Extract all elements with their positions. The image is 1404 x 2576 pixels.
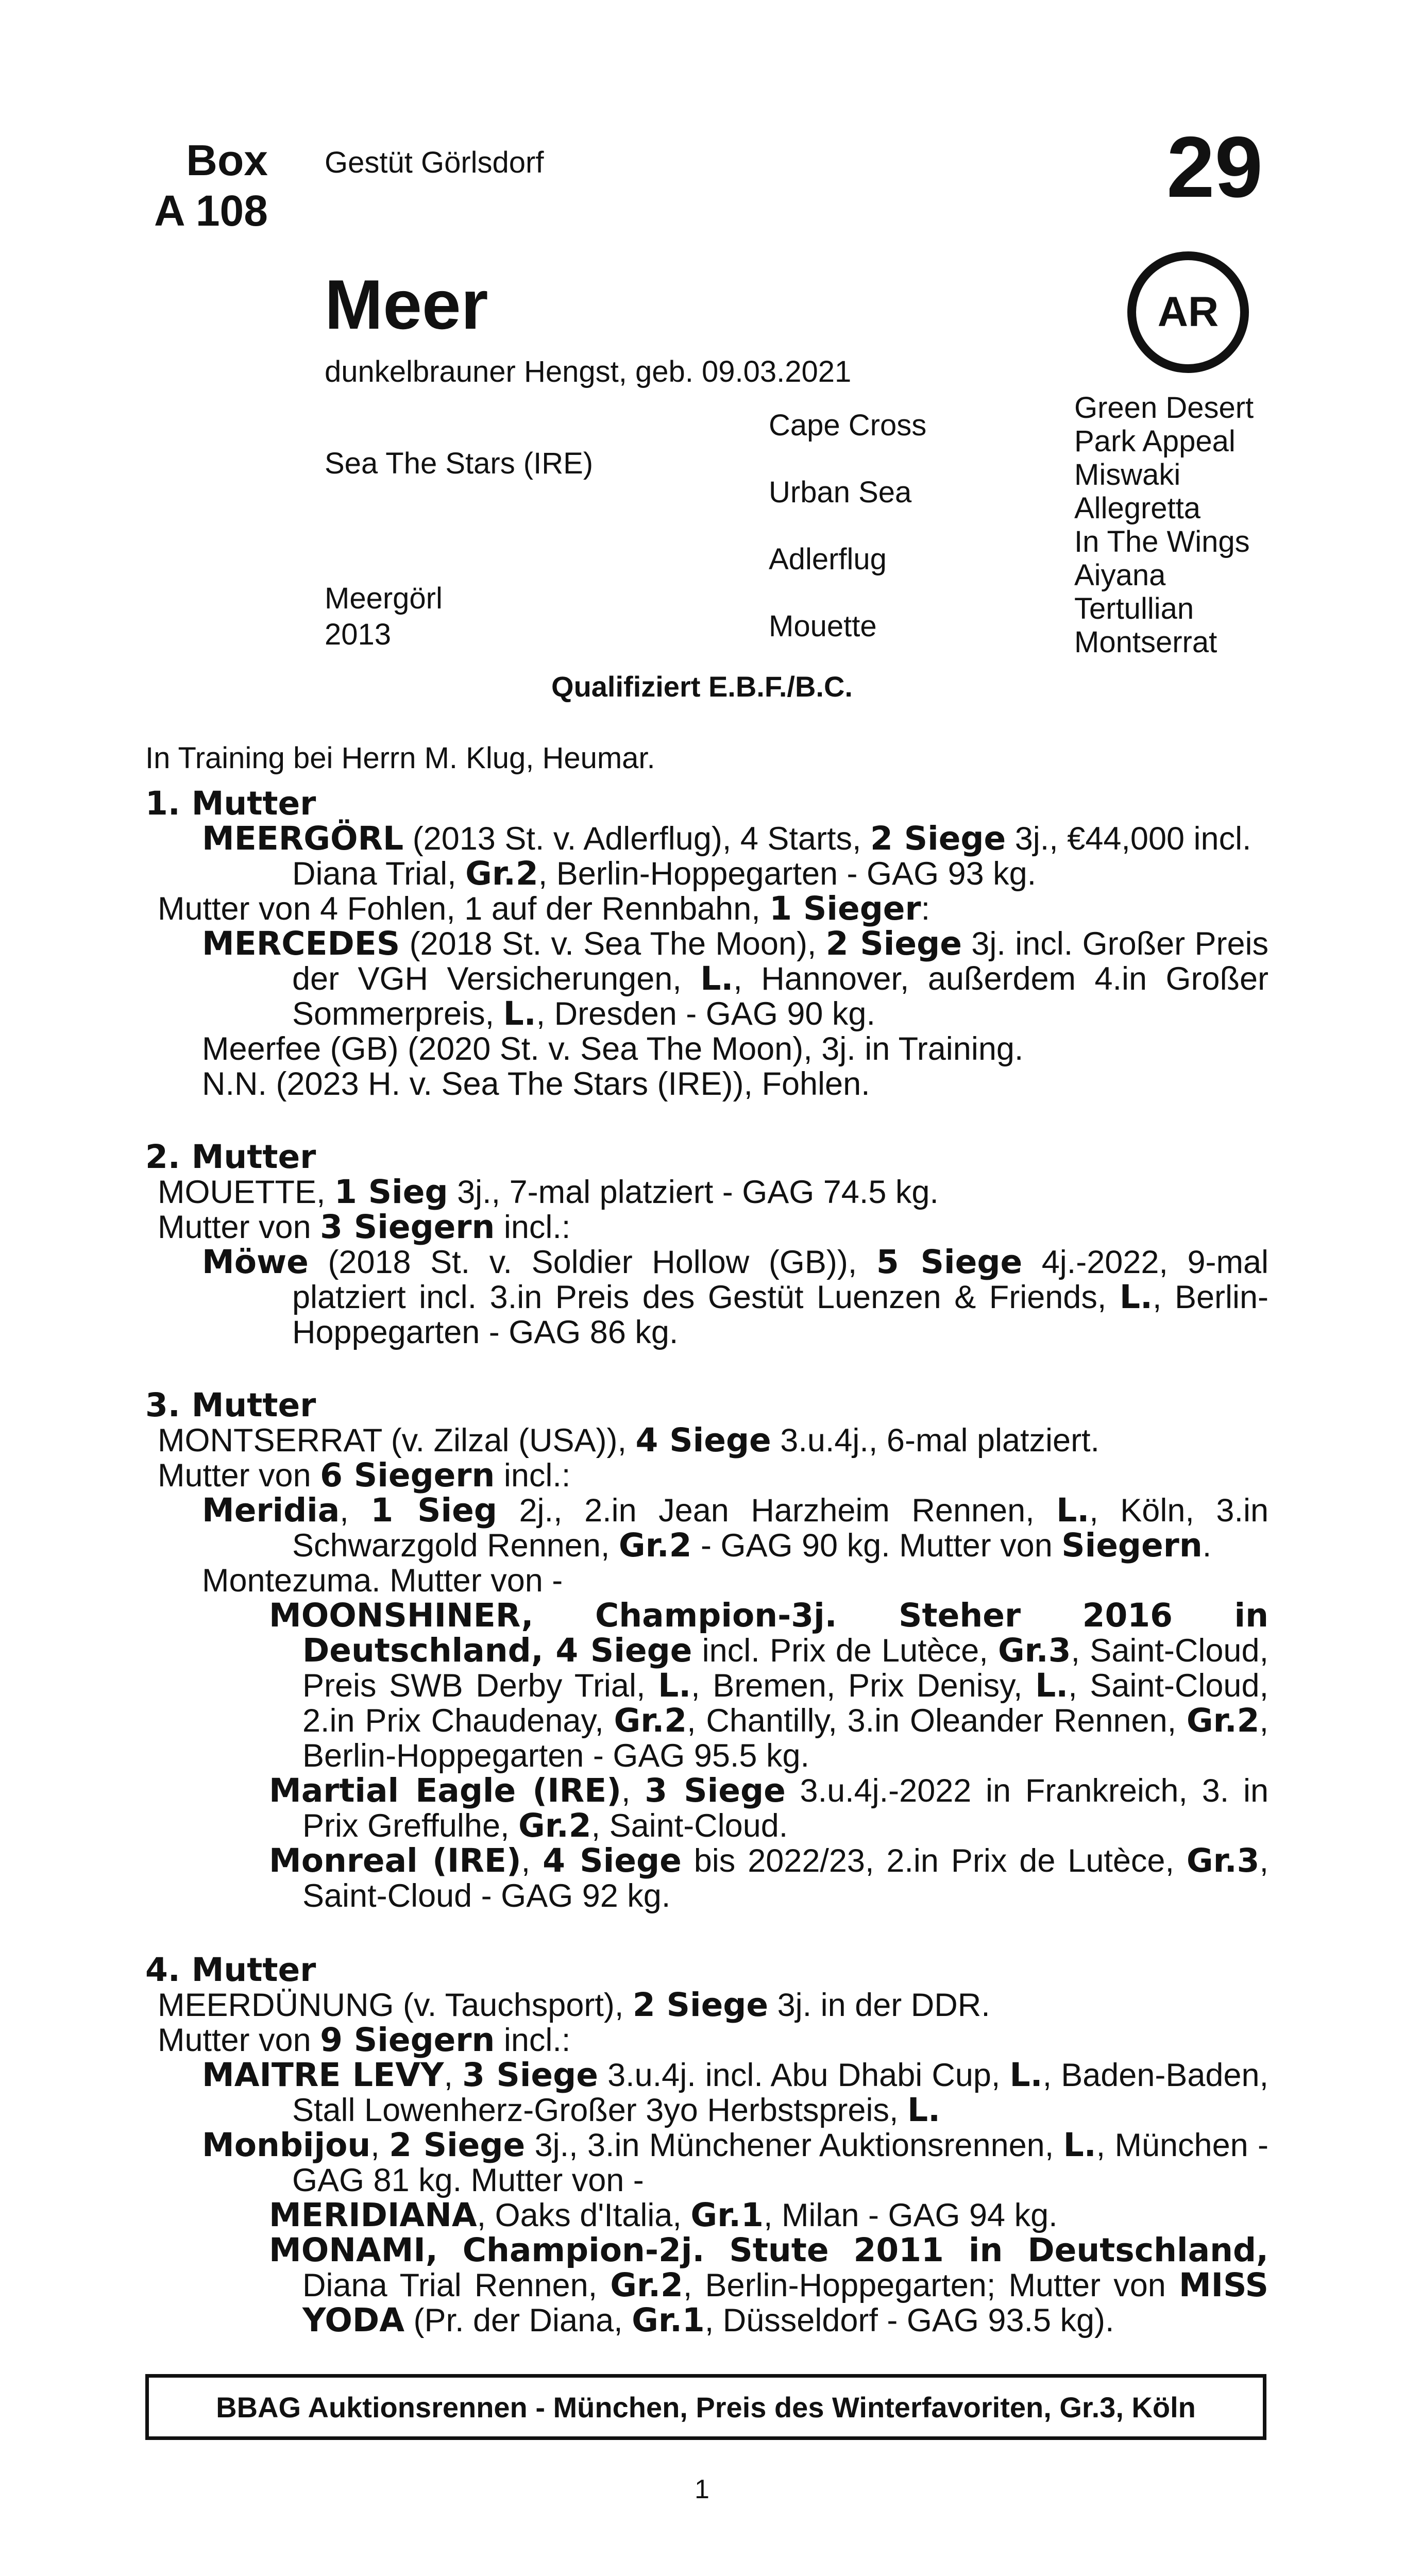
- pedigree-great-grandparent: Green Desert: [1074, 391, 1254, 425]
- engagements-text: BBAG Auktionsrennen - München, Preis des Winterfavoriten, Gr.3, Köln: [216, 2391, 1196, 2424]
- pedigree-sire: Sea The Stars (IRE): [325, 447, 594, 480]
- pedigree-great-grandparent: In The Wings: [1074, 525, 1250, 558]
- offspring-entry: Meridia, 1 Sieg 2j., 2.in Jean Harzheim Rennen, L., Köln, 3.in Schwarzgold Rennen, Gr.2 - GAG 90 kg. Mutter von Siegern.: [202, 1492, 1268, 1564]
- box-number: [139, 135, 268, 236]
- pedigree-great-grandparent: Allegretta: [1074, 492, 1201, 525]
- horse-description: dunkelbrauner Hengst, geb. 09.03.2021: [325, 355, 852, 388]
- pedigree-dam: Meergörl: [325, 582, 443, 615]
- produce-record: Mutter von 6 Siegern incl.:: [158, 1456, 571, 1494]
- grand-offspring-entry: Monreal (IRE), 4 Siege bis 2022/23, 2.in Prix de Lutèce, Gr.3, Saint-Cloud - GAG 92 kg.: [269, 1842, 1268, 1914]
- first-dam-section: [145, 786, 1268, 1101]
- horse-name: Meer: [325, 265, 488, 344]
- box-label: Box: [186, 136, 268, 184]
- second-dam-section: [145, 1140, 1268, 1350]
- pedigree-grandparent: Cape Cross: [769, 409, 927, 442]
- pedigree-grandparent: Adlerflug: [769, 543, 887, 576]
- pedigree-great-grandparent: Montserrat: [1074, 625, 1217, 659]
- offspring-entry: Montezuma. Mutter von -: [202, 1563, 563, 1599]
- pedigree-great-grandparent: Miswaki: [1074, 458, 1181, 492]
- offspring-entry: Möwe (2018 St. v. Soldier Hollow (GB)), 5 Siege 4j.-2022, 9-mal platziert incl. 3.in Preis des Gestüt Luenzen & Friends, L., Berlin-Hoppegarten - GAG 86 kg.: [202, 1243, 1269, 1350]
- offspring-entry: N.N. (2023 H. v. Sea The Stars (IRE)), Fohlen.: [202, 1066, 870, 1102]
- box-value: A 108: [154, 187, 268, 235]
- ar-badge: [1127, 251, 1249, 373]
- badge-label: AR: [1157, 289, 1219, 335]
- pedigree-great-grandparent: Aiyana: [1074, 558, 1166, 592]
- dam-record: MONTSERRAT (v. Zilzal (USA)), 4 Siege 3.u.4j., 6-mal platziert.: [158, 1421, 1100, 1459]
- pedigree-great-grandparent: Tertullian: [1074, 592, 1194, 625]
- pedigree-grandparent: Urban Sea: [769, 476, 912, 509]
- produce-record: Mutter von 9 Siegern incl.:: [158, 2021, 571, 2059]
- produce-record: Mutter von 4 Fohlen, 1 auf der Rennbahn, 1 Sieger:: [158, 890, 931, 927]
- offspring-entry: Meerfee (GB) (2020 St. v. Sea The Moon), 3j. in Training.: [202, 1031, 1024, 1067]
- page-number: 1: [695, 2475, 709, 2504]
- section-heading: 1. Mutter: [145, 785, 316, 822]
- grand-offspring-entry: MONAMI, Champion-2j. Stute 2011 in Deutschland, Diana Trial Rennen, Gr.2, Berlin-Hoppegarten; Mutter von MISS YODA (Pr. der Diana, Gr.1, Düsseldorf - GAG 93.5 kg).: [269, 2231, 1268, 2339]
- section-heading: 2. Mutter: [145, 1138, 316, 1176]
- dam-record: MEERDÜNUNG (v. Tauchsport), 2 Siege 3j. in der DDR.: [158, 1986, 990, 2024]
- grand-offspring-entry: Martial Eagle (IRE), 3 Siege 3.u.4j.-2022 in Frankreich, 3. in Prix Greffulhe, Gr.2, Saint-Cloud.: [269, 1772, 1269, 1844]
- grand-offspring-entry: MERIDIANA, Oaks d'Italia, Gr.1, Milan - GAG 94 kg.: [269, 2196, 1058, 2234]
- engagements-box: [145, 2374, 1266, 2440]
- dam-record: MEERGÖRL (2013 St. v. Adlerflug), 4 Starts, 2 Siege 3j., €44,000 incl. Diana Trial, Gr.2, Berlin-Hoppegarten - GAG 93 kg.: [202, 820, 1251, 892]
- section-heading: 4. Mutter: [145, 1951, 316, 1989]
- training-note: In Training bei Herrn M. Klug, Heumar.: [145, 741, 655, 775]
- grand-offspring-entry: MOONSHINER, Champion-3j. Steher 2016 in Deutschland, 4 Siege incl. Prix de Lutèce, Gr.3, Saint-Cloud, Preis SWB Derby Trial, L., Bremen, Prix Denisy, L., Saint-Cloud, 2.in Prix Chaudenay, Gr.2, Chantilly, 3.in Oleander Rennen, Gr.2, Berlin-Hoppegarten - GAG 95.5 kg.: [269, 1597, 1269, 1774]
- section-heading: 3. Mutter: [145, 1386, 316, 1424]
- dam-record: MOUETTE, 1 Sieg 3j., 7-mal platziert - GAG 74.5 kg.: [158, 1173, 939, 1211]
- offspring-entry: MERCEDES (2018 St. v. Sea The Moon), 2 Siege 3j. incl. Großer Preis der VGH Versicherungen, L., Hannover, außerdem 4.in Großer Sommerpreis, L., Dresden - GAG 90 kg.: [202, 925, 1269, 1032]
- offspring-entry: MAITRE LEVY, 3 Siege 3.u.4j. incl. Abu Dhabi Cup, L., Baden-Baden, Stall Lowenherz-Großer 3yo Herbstspreis, L.: [202, 2056, 1269, 2129]
- pedigree-great-grandparent: Park Appeal: [1074, 425, 1236, 458]
- fourth-dam-section: [145, 1953, 1268, 2338]
- pedigree-dam-year: 2013: [325, 618, 392, 651]
- produce-record: Mutter von 3 Siegern incl.:: [158, 1208, 571, 1246]
- qualification: Qualifiziert E.B.F./B.C.: [551, 670, 853, 703]
- lot-number: 29: [1166, 118, 1263, 215]
- offspring-entry: Monbijou, 2 Siege 3j., 3.in Münchener Auktionsrennen, L., München - GAG 81 kg. Mutter von -: [202, 2126, 1268, 2198]
- stud-name: Gestüt Görlsdorf: [325, 146, 544, 179]
- pedigree-grandparent: Mouette: [769, 609, 877, 643]
- third-dam-section: [145, 1388, 1268, 1913]
